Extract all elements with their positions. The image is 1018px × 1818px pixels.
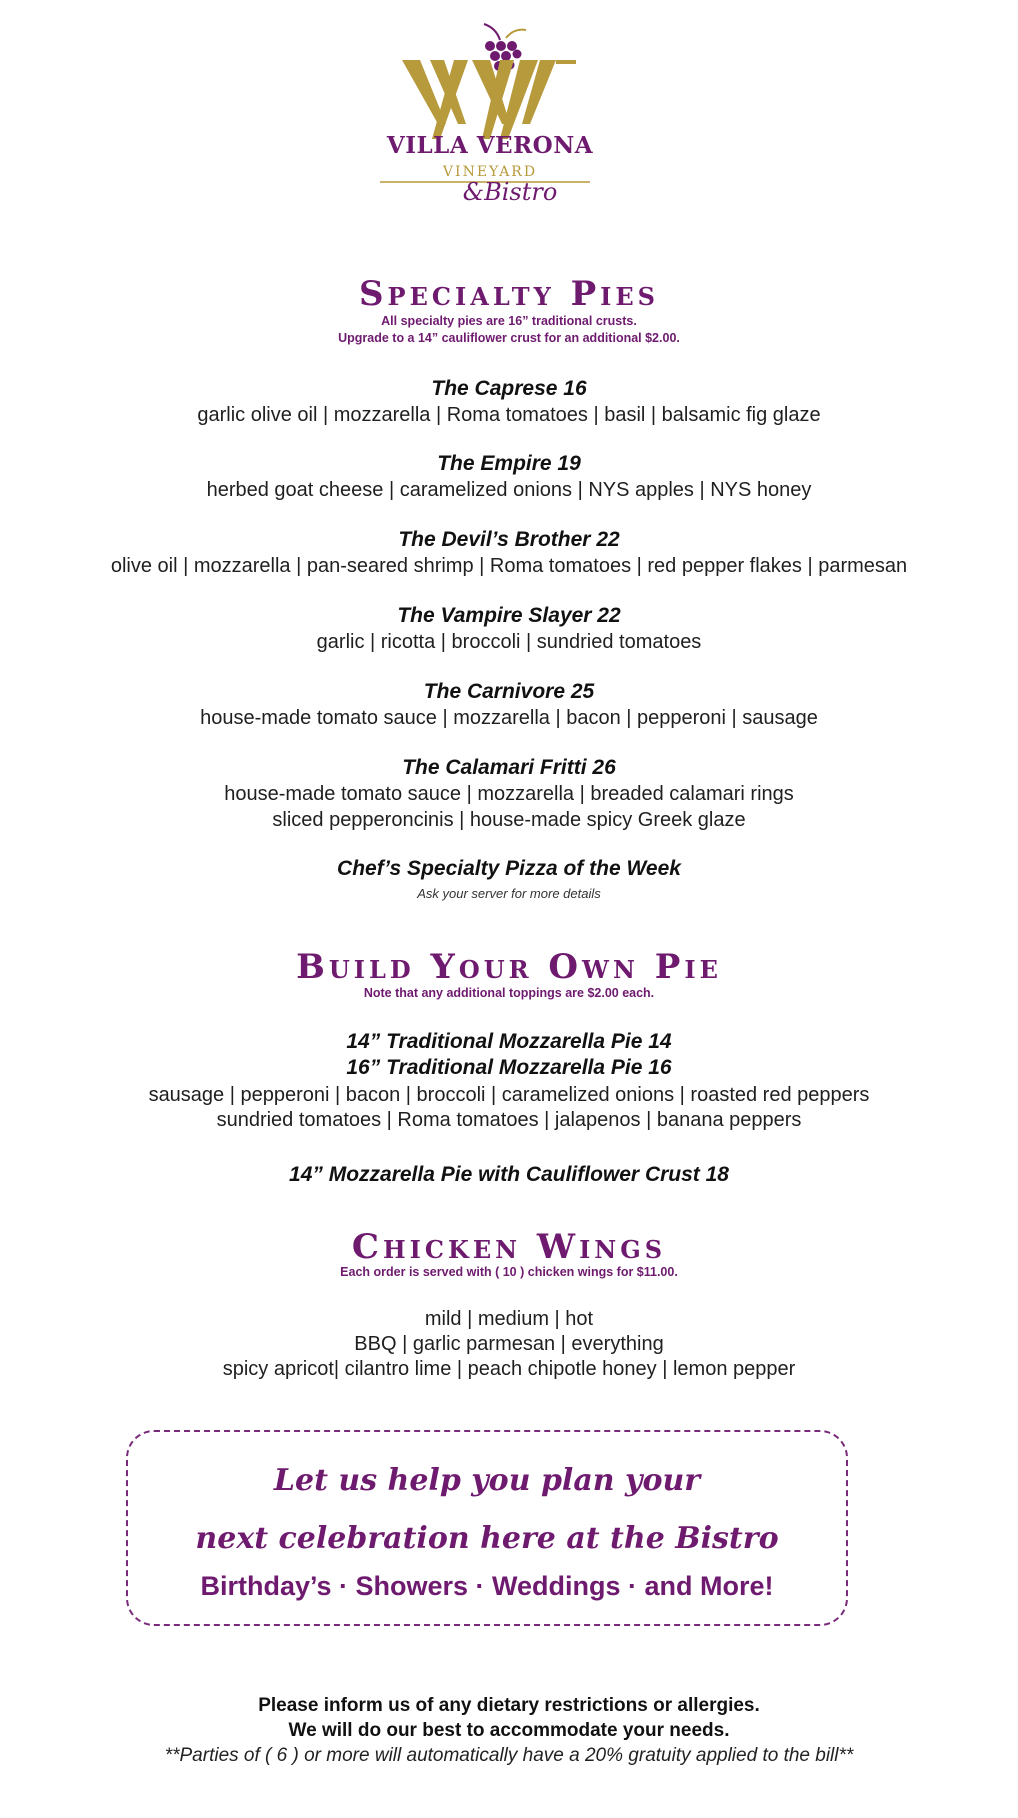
item-title-calamari-fritti: The Calamari Fritti 26 [402, 756, 616, 779]
villa-verona-logo [380, 14, 600, 214]
toppings-line-2: sundried tomatoes | Roma tomatoes | jalapenos | banana peppers [216, 1109, 802, 1131]
item-desc-calamari-fritti: house-made tomato sauce | mozzarella | breaded calamari rings [224, 783, 794, 805]
item-desc-devils-brother: olive oil | mozzarella | pan-seared shrimp | Roma tomatoes | red pepper flakes | parmesan [110, 555, 908, 577]
specialty-note-upgrade: Upgrade to a 14” cauliflower crust for an additional $2.00. [338, 331, 680, 345]
item-title-vampire-slayer: The Vampire Slayer 22 [397, 604, 621, 627]
promo-line-2: next celebration here at the Bistro [195, 1521, 779, 1556]
toppings-line-1: sausage | pepperoni | bacon | broccoli | caramelized onions | roasted red peppers [148, 1084, 870, 1106]
item-desc-carnivore: house-made tomato sauce | mozzarella | bacon | pepperoni | sausage [200, 707, 818, 729]
item-desc-empire: herbed goat cheese | caramelized onions | NYS apples | NYS honey [206, 479, 812, 501]
item-desc-vampire-slayer: garlic | ricotta | broccoli | sundried tomatoes [316, 631, 702, 653]
pie-16-title: 16” Traditional Mozzarella Pie 16 [346, 1056, 672, 1079]
specialty-note-crust: All specialty pies are 16” traditional crusts. [381, 314, 637, 328]
wings-note: Each order is served with ( 10 ) chicken wings for $11.00. [340, 1265, 678, 1279]
item-title-devils-brother: The Devil’s Brother 22 [398, 528, 620, 551]
wv-monogram-icon [402, 60, 576, 139]
pie-14-title: 14” Traditional Mozzarella Pie 14 [346, 1030, 672, 1053]
specialty-pies-heading: Specialty Pies [358, 274, 659, 314]
wings-flavors-line-2: BBQ | garlic parmesan | everything [354, 1333, 664, 1355]
build-your-own-heading: Build Your Own Pie [296, 947, 722, 987]
cauliflower-pie-title: 14” Mozzarella Pie with Cauliflower Crust 18 [289, 1163, 729, 1186]
item-title-caprese: The Caprese 16 [431, 377, 587, 400]
item-title-empire: The Empire 19 [437, 452, 581, 475]
item-title-carnivore: The Carnivore 25 [423, 680, 595, 703]
item-desc-caprese: garlic olive oil | mozzarella | Roma tomatoes | basil | balsamic fig glaze [197, 404, 821, 426]
promo-events: Birthday’s · Showers · Weddings · and More! [200, 1571, 774, 1601]
chef-special-subtitle: Ask your server for more details [417, 886, 601, 901]
build-note: Note that any additional toppings are $2.00 each. [363, 986, 655, 1000]
wings-flavors-line-3: spicy apricot| cilantro lime | peach chipotle honey | lemon pepper [222, 1358, 796, 1380]
wings-flavors-line-1: mild | medium | hot [424, 1308, 594, 1330]
footer-allergy-notice: Please inform us of any dietary restrictions or allergies. [258, 1695, 760, 1716]
footer-accommodate: We will do our best to accommodate your needs. [288, 1720, 730, 1741]
brand-vineyard: VINEYARD [442, 164, 538, 180]
celebration-promo-box [126, 1430, 848, 1626]
chicken-wings-heading: Chicken Wings [351, 1227, 667, 1267]
footer-gratuity: **Parties of ( 6 ) or more will automatically have a 20% gratuity applied to the bill** [164, 1745, 854, 1766]
item-desc2-calamari-fritti: sliced pepperoncinis | house-made spicy Greek glaze [272, 809, 746, 831]
chef-special-title: Chef’s Specialty Pizza of the Week [337, 857, 681, 880]
promo-line-1: Let us help you plan your [273, 1463, 701, 1498]
brand-bistro: &Bistro [462, 178, 558, 206]
brand-name: VILLA VERONA [386, 132, 594, 159]
